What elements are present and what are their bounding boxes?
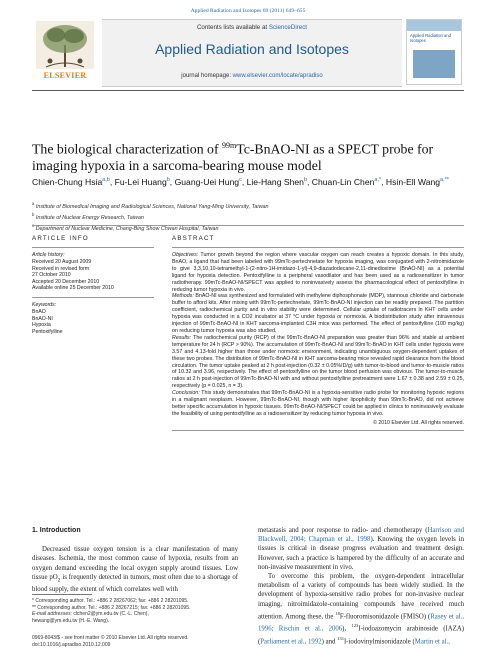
footnote-rule	[32, 594, 92, 595]
author[interactable]: Lie-Hang Shen$^b$	[246, 176, 308, 187]
cover-title: Applied Radiation and Isotopes	[410, 33, 451, 43]
article-info-heading: ARTICLE INFO	[32, 235, 89, 242]
author[interactable]: Chien-Chung Hsia$^{a,b}$	[32, 176, 110, 187]
keyword: Hypoxia	[32, 322, 51, 329]
journal-cover-thumbnail	[406, 19, 462, 85]
article-info-panel	[32, 235, 154, 335]
keywords-heading: Keywords:	[32, 301, 57, 308]
affiliation: $^a$ Institute of Biomedical Imaging and Radiological Sciences, National Yang-Ming University, Taiwan	[32, 201, 269, 210]
copyright-notice: © 2010 Elsevier Ltd. All rights reserved.	[373, 419, 464, 426]
body-column-left	[32, 526, 238, 595]
cover-stripe	[407, 20, 461, 31]
history-heading: Article history:	[32, 252, 65, 258]
sciencedirect-link[interactable]: ScienceDirect	[268, 24, 308, 31]
author[interactable]: Hsin-Ell Wang$^{a,**}$	[385, 176, 449, 187]
publisher-logo	[32, 19, 98, 85]
masthead-rule	[32, 90, 464, 91]
title-part-2: Tc-BnAO-NI as a SPECT probe for imaging hypoxia in a sarcoma-bearing mouse model	[32, 141, 434, 173]
footnote-line: ** Corresponding author. Tel.: +886 2 28267215; fax: +886 2 28201095.	[32, 604, 191, 611]
body-column-right	[258, 526, 464, 646]
history-line: Accepted 20 December 2010	[32, 278, 100, 285]
history-line: Available online 25 December 2010	[32, 285, 114, 292]
citation-link[interactable]: Harrison and Blackwell, 2004; Chapman et al., 1998	[258, 527, 464, 544]
issn-line: 0969-8043/$ - see front matter © 2010 Elsevier Ltd. All rights reserved.	[32, 635, 189, 641]
footnote-line: E-mail addresses: clchen2@ym.edu.tw (C.-L. Chen),	[32, 611, 149, 618]
contents-prefix: Contents lists available at	[196, 24, 268, 31]
abstract-panel	[172, 235, 464, 431]
issn-doi-block	[32, 635, 282, 648]
citation-link[interactable]: Rasey et al., 1996; Rischin et al., 2006	[258, 613, 464, 633]
article-title	[32, 138, 452, 174]
publisher-name: ELSEVIER	[43, 71, 87, 80]
keyword: BnAO-NI	[32, 315, 53, 322]
history-line: 27 October 2010	[32, 272, 71, 279]
title-part-1: The biological characterization of	[32, 141, 222, 157]
footnotes	[32, 598, 238, 624]
history-line: Received in revised form	[32, 265, 90, 272]
abstract-heading: ABSTRACT	[172, 235, 215, 242]
body-paragraph: To overcome this problem, the oxygen-dependent intracellular metabolism of a variety of compounds has been widely studied. In the development of hypoxia-sensitive radio probes for non-invasive nuclear imaging, nitroimidazole-containing compounds have received much attention. Among these, the $^{18}$F-fluoromisonidazole (FMISO) (Rasey et al., 1996; Rischin et al., 2006), $^{123}$I-iodoazomycin arabinoside (IAZA) (Parliament et al., 1992) and $^{131}$I-iodovinylmisonidazole (Martin et al.,	[258, 573, 464, 646]
citation-link[interactable]: Martin et al.,	[414, 638, 450, 646]
keyword: BnAO	[32, 308, 46, 315]
abstract-conclusion: Conclusion: This study demonstrates that 99mTc-BnAO-NI is a hypoxia-sensitive radio probe for monitoring hypoxic regions in a malignant neoplasm. However, 99mTc-BnAO-NI, though with higher lipophilicity than 99mTc-BnAO, did not achieve better specific accumulation in hypoxic tissues. 99mTc-BnAO-NI/SPECT could be applied in clinics to noninvasively evaluate the feasibility of using pentoxifylline as a radiosensitizer by reducing tumor hypoxia in vivo.	[172, 390, 464, 417]
email-address[interactable]: clchen2@ym.edu.tw (C.-L. Chen),	[73, 611, 149, 618]
author[interactable]: Fu-Lei Huang$^b$	[114, 176, 170, 187]
citation-link[interactable]: Parliament et al., 1992	[260, 638, 322, 646]
body-paragraph: metastasis and poor response to radio- and chemotherapy (Harrison and Blackwell, 2004; Chapman et al., 1998). Knowing the oxygen levels in tissues is critical in disease progress evaluation and treatment design. However, such a practice is hampered by the difficulty of an accurate and non-invasive measurement in vivo.	[258, 527, 464, 571]
abstract-results: Results: The radiochemical purity (RCP) of the 99mTc-BnAO-NI preparation was greater than 96% and stable at ambient temperature for 24 h (RCP > 90%). The accumulation of 99mTc-BnAO-NI and 99mTc-BnAO in KHT cells under hypoxia were 3.57 and 4.13-fold higher than those under normoxic environment, indicating unambiguous oxygen-dependent uptakes of these two probes. The distribution of 99mTc-BnAO-NI in KHT sarcoma-bearing mice revealed rapid clearance from the blood circulation. The tumor uptake peaked at 2 h post-injection (0.32 ± 0.05%ID/g) with tumor-to-blood and tumor-to-muscle ratios of 10.32 and 3.96, respectively. The effect of pentoxifylline on the tumor blood perfusion was obvious. The tumor-to-muscle ratios at 2 h post-injection of 99mTc-BnAO-NI with and without pentoxifylline pretreatment were 1.67 ± 0.38 and 2.59 ± 0.25, respectively (p = 0.025, n = 3).	[172, 334, 464, 390]
journal-homepage	[102, 73, 402, 79]
author-list: Chien-Chung Hsia$^{a,b}$, Fu-Lei Huang$^b$, Guang-Uei Hung$^c$, Lie-Hang Shen$^b$, Chuan-Lin Chen$^{a,*}$, Hsin-Ell Wang$^{a,**}$	[32, 176, 449, 187]
journal-reference[interactable]: Applied Radiation and Isotopes 69 (2011) 649–655	[190, 8, 306, 14]
affiliations	[32, 200, 464, 232]
footnote-line: * Corresponding author. Tel.: +886 2 28267062; fax: +886 2 28201095.	[32, 598, 189, 604]
keywords-rule	[32, 297, 154, 298]
doi-line[interactable]: doi:10.1016/j.apradiso.2010.12.009	[32, 641, 111, 648]
author[interactable]: Chuan-Lin Chen$^{a,*}$	[311, 176, 382, 187]
journal-masthead	[32, 19, 464, 87]
elsevier-tree-icon	[36, 21, 94, 69]
contents-line	[102, 24, 402, 31]
abstract-rule	[172, 247, 464, 248]
abstract-methods: Methods: BnAO-NI was synthesized and formulated with methylene diphosphonate (MDP), stannous chloride and carbonate buffer to afford kits. After mixing with 99mTc-pertechnetate, 99mTc-BnAO-NI injection can be readily prepared. The partition coefficient, radiochemical purity and in vitro stability were determined. Cellular uptake of radiotracers in KHT cells under hypoxia was conducted in a CO2 incubator at 37 °C under hypoxia or normoxia. A biodistribution study after intravenous injection of 99mTc-BnAO-NI in KHT sarcoma-implanted C3H mice was performed. The effect of pentoxifylline (100 mg/kg) on reducing tumor hypoxia was also studied.	[172, 293, 464, 334]
abstract-objectives: Objectives: Tumor growth beyond the region where vascular oxygen can reach creates a hypoxic domain. In this study, BnAO, a ligand that had been labeled with 99mTc-pertechnetate for hypoxia imaging, was conjugated with 2-nitroimidazole to give 3,3,10,10-tetramethyl-1-(2-nitro-1H-imidazo-1-yl)-4,9-diazadodecane-2,11-dinedioxime (BnAO-NI) as a potential ligand for hypoxia detection. Pentoxifylline is a peripheral vasodilator and has been used as a radiosensitizer in tumor radiotherapy. 99mTc-BnAO-NI/SPECT was applied to noninvasively assess the pharmacological effect of pentoxifylline in reducing tumor hypoxia in vivo.	[172, 252, 464, 293]
history-line: Received 20 August 2009	[32, 259, 92, 265]
title-superscript: 99m	[222, 141, 237, 150]
article-info-rule	[32, 247, 154, 248]
journal-banner	[102, 19, 402, 87]
section-heading-introduction: 1. Introduction	[32, 527, 81, 534]
affiliation: $^b$ Institute of Nuclear Energy Research, Taiwan	[32, 211, 144, 221]
affiliation: $^c$ Department of Nuclear Medicine, Chang-Bing Show Chwan Hospital, Taiwan	[32, 222, 219, 232]
homepage-link[interactable]: www.elsevier.com/locate/apradiso	[232, 73, 323, 79]
homepage-prefix: journal homepage:	[181, 73, 231, 79]
abstract-bottom-rule	[172, 430, 464, 431]
email-address[interactable]: hewang@ym.edu.tw (H.-E. Wang).	[32, 617, 110, 624]
keyword: Pentoxifylline	[32, 328, 63, 335]
author[interactable]: Guang-Uei Hung$^c$	[174, 176, 242, 187]
journal-title: Applied Radiation and Isotopes	[155, 41, 349, 57]
body-paragraph: Decreased tissue oxygen tension is a clear manifestation of many diseases. Ischemia, the most common cause of hypoxia, results from an oxygen demand exceeding the local oxygen supply around tissues. Low tissue $pO_2$ is frequently detected in tumors, most often due to a shortage of blood supply, the extent of which correlates well with	[32, 546, 238, 594]
cover-image	[413, 50, 455, 78]
section-divider	[32, 225, 464, 226]
